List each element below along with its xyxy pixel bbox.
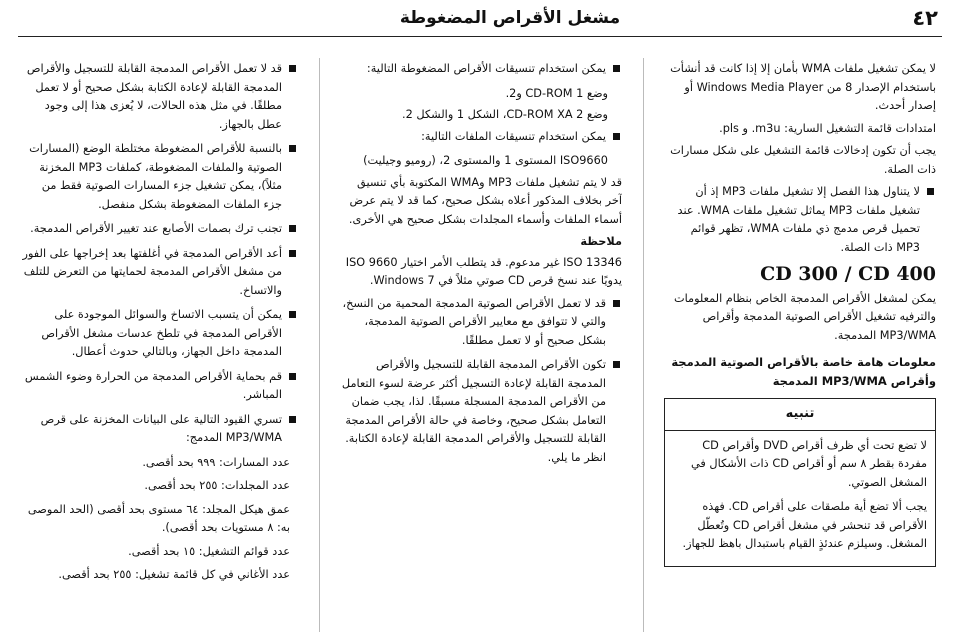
list-item: يمكن استخدام تنسيقات الأقراص المضغوطة التالية:	[340, 60, 622, 79]
paragraph: امتدادات قائمة التشغيل السارية: m3u. و pls.	[719, 121, 936, 135]
spec-item: عدد قوائم التشغيل: ١٥ بحد أقصى.	[128, 544, 290, 558]
caution-text: يجب ألا تضع أية ملصقات على أقراص CD. فهذه الأقراص قد تنحشر في مشغل أقراص CD وتُعطّل المشغل. وسيلزم عندئذٍ القيام باستبدال باهظ للجهاز.	[682, 500, 927, 550]
note-text: ISO 13346 غير مدعوم. قد يتطلب الأمر اختيار ISO 9660 يدويًا عند نسخ قرص CD صوتي مثلاً في Windows 7.	[345, 255, 622, 287]
list-item: بالنسبة للأقراص المضغوطة مختلطة الوضع (المسارات الصوتية والملفات المضغوطة، كملفات MP3 المخزنة مثلاً)، يمكن تشغيل جزء المسارات الصوتية فقط من جزء الملفات المضغوطة بشكل منفصل.	[22, 140, 298, 214]
right-column	[664, 60, 936, 634]
paragraph: يجب أن تكون إدخالات قائمة التشغيل على شكل مسارات ذات الصلة.	[670, 144, 936, 176]
bullet-list	[664, 183, 936, 257]
column-divider	[319, 58, 320, 632]
caution-box	[664, 398, 936, 567]
sub-item: وضع 1 CD-ROM و2.	[505, 86, 608, 100]
spec-item: عمق هيكل المجلد: ٦٤ مستوى بحد أقصى (الحد الموصى به: ٨ مستويات بحد أقصى).	[27, 502, 290, 534]
bullet-list	[340, 128, 622, 147]
bullet-list	[340, 60, 622, 79]
list-item: قد لا تعمل الأقراص الصوتية المدمجة المحمية من النسخ، والتي لا تتوافق مع معايير الأقراص الصوتية المدمجة، بشكل صحيح أو لا تعمل مطلقًا.	[340, 295, 622, 351]
list-item: تجنب ترك بصمات الأصابع عند تغيير الأقراص المدمجة.	[22, 220, 298, 239]
list-item: تكون الأقراص المدمجة القابلة للتسجيل والأقراص المدمجة القابلة لإعادة التسجيل أكثر عرضة لسوء التعامل من الأقراص المدمجة المسجلة مسبقًا. لذا، يجب ضمان التعامل بشكل صحيح، وخاصة في حالة الأقراص المدمجة القابلة للتسجيل والأقراص المدمجة القابلة لإعادة الكتابة. انظر ما يلي.	[340, 356, 622, 467]
list-item: يمكن استخدام تنسيقات الملفات التالية:	[340, 128, 622, 147]
bullet-list	[340, 295, 622, 468]
page-title: مشغل الأقراص المضغوطة	[399, 8, 621, 28]
list-item: تسري القيود التالية على البيانات المخزنة على قرص MP3/WMA المدمج:	[22, 411, 298, 448]
middle-column	[340, 60, 622, 634]
sub-item: وضع 2 CD-ROM XA، الشكل 1 والشكل 2.	[402, 108, 608, 121]
page-header	[0, 0, 960, 38]
header-rule	[18, 36, 942, 37]
paragraph: يمكن لمشغل الأقراص المدمجة الخاص بنظام المعلومات والترفيه تشغيل الأقراص الصوتية المدمجة وأقراص MP3/WMA المدمجة.	[673, 291, 936, 342]
page-number: ٤٢	[912, 6, 938, 30]
left-column	[22, 60, 298, 634]
note-title: ملاحظة	[580, 235, 622, 248]
list-item: أعد الأقراص المدمجة في أغلفتها بعد إخراجها على الفور من مشغل الأقراص المدمجة لحمايتها من التعرض للتلف والاتساخ.	[22, 245, 298, 301]
sub-item: ISO9660 المستوى 1 والمستوى 2، (روميو وجيليت)	[363, 154, 608, 167]
list-item: لا يتناول هذا الفصل إلا تشغيل ملفات MP3 إذ أن تشغيل ملفات MP3 يماثل تشغيل ملفات WMA. عند تحميل قرص مدمج ذي ملفات WMA، تظهر قوائم MP3 ذات الصلة.	[664, 183, 936, 257]
section-heading-cd: CD 300 / CD 400	[760, 263, 936, 285]
paragraph: لا يمكن تشغيل ملفات WMA بأمان إلا إذا كانت قد أُنشأت باستخدام الإصدار 8 من Windows Media Player أو إصدار أحدث.	[670, 62, 936, 112]
bullet-list	[22, 60, 298, 448]
list-item: يمكن أن يتسبب الاتساخ والسوائل الموجودة على الأقراص المدمجة في تلطخ عدسات مشغل الأقراص المدمجة داخل الجهاز، وبالتالي حدوث أعطال.	[22, 306, 298, 362]
spec-item: عدد الأغاني في كل قائمة تشغيل: ٢٥٥ بحد أقصى.	[58, 568, 290, 581]
section-heading-info: معلومات هامة خاصة بالأقراص الصوتية المدمجة وأقراص MP3/WMA المدمجة	[671, 355, 936, 388]
list-item: قم بحماية الأقراص المدمجة من الحرارة وضوء الشمس المباشر.	[22, 368, 298, 405]
spec-item: عدد المسارات: ٩٩٩ بحد أقصى.	[142, 455, 290, 469]
caution-body	[665, 431, 935, 566]
caution-text: لا تضع تحت أي ظرف أقراص DVD وأقراص CD مفردة بقطر ٨ سم أو أقراص CD ذات الأشكال في المشغل الصوتي.	[690, 438, 927, 489]
column-divider	[643, 58, 644, 632]
list-item: قد لا تعمل الأقراص المدمجة القابلة للتسجيل والأقراص المدمجة القابلة لإعادة الكتابة بشكل صحيح أو لا تعمل مطلقًا. في مثل هذه الحالات، لا يُعزى هذا إلى وجود عطل بالجهاز.	[22, 60, 298, 134]
caution-title: تنبيه	[665, 399, 935, 431]
paragraph: قد لا يتم تشغيل ملفات MP3 وWMA المكتوبة بأي تنسيق آخر بخلاف المذكور أعلاه بشكل صحيح، كما قد لا يتم عرض أسماء الملفات وأسماء المجلدات بشكل صحيح هي الأخرى.	[348, 175, 622, 226]
spec-item: عدد المجلدات: ٢٥٥ بحد أقصى.	[144, 479, 290, 492]
